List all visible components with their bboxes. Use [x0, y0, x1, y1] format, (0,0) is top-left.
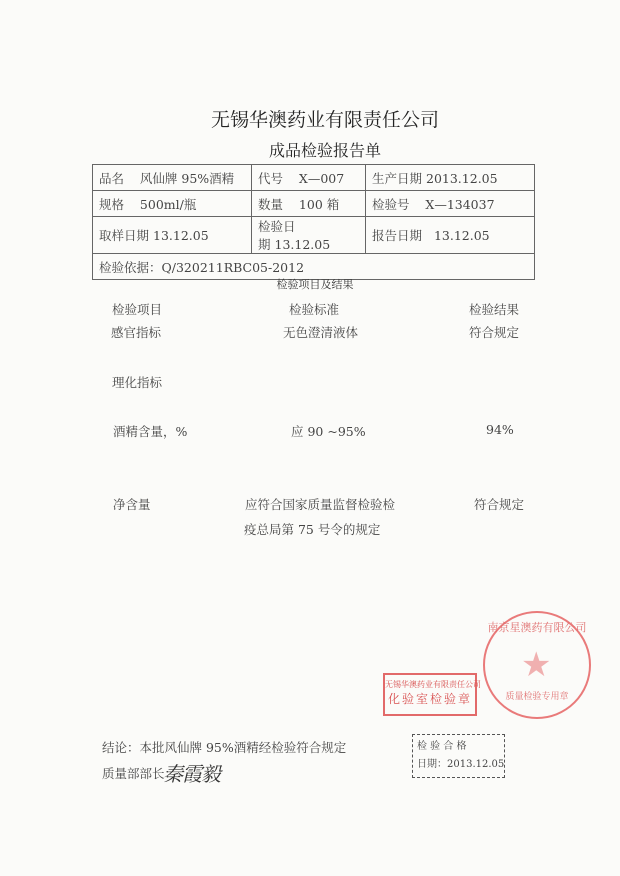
row-result: 符合规定 — [469, 325, 520, 340]
company-seal — [483, 611, 591, 719]
signature: 秦霞毅 — [163, 762, 220, 786]
row-standard: 应 90 ~95% — [291, 424, 366, 439]
report-title: 成品检验报告单 — [268, 141, 381, 160]
row-item: 感官指标 — [111, 325, 162, 340]
date-stamp-line1: 检 验 合 格 — [417, 741, 467, 752]
value: 13.12.05 — [153, 228, 209, 243]
row-standard-line2: 疫总局第 75 号令的规定 — [244, 522, 381, 537]
table-row — [93, 165, 535, 191]
label: 规格 — [99, 196, 125, 212]
company-name: 无锡华澳药业有限责任公司 — [210, 109, 439, 131]
row-standard: 无色澄清液体 — [283, 325, 359, 340]
lab-stamp-line2: 化验室检验章 — [387, 692, 472, 706]
row-item: 理化指标 — [112, 375, 163, 390]
row-item: 净含量 — [113, 497, 151, 512]
star-icon: ★ — [521, 645, 552, 685]
inspection-date-cell — [252, 217, 366, 254]
manager-label: 质量部部长： — [102, 766, 178, 781]
table-row — [93, 217, 535, 254]
value: 2013.12.05 — [426, 170, 498, 186]
value: Q/320211RBC05-2012 — [161, 259, 305, 275]
label: 检验依据： — [99, 259, 162, 275]
label: 取样日期 — [99, 228, 150, 243]
row-standard: 应符合国家质量监督检验检 — [245, 497, 396, 512]
info-table — [92, 164, 535, 280]
conclusion: 结论：本批风仙牌 95%酒精经检验符合规定 — [102, 740, 347, 755]
value: 13.12.05 — [274, 237, 331, 252]
header-item: 检验项目 — [112, 302, 163, 317]
header-standard: 检验标准 — [289, 302, 340, 317]
value: X—134037 — [425, 196, 495, 212]
value: 风仙牌 95%酒精 — [139, 170, 235, 186]
label: 报告日期 — [372, 228, 423, 243]
lab-stamp-line1: 无锡华澳药业有限责任公司 — [385, 680, 481, 689]
production-date-cell — [366, 165, 535, 191]
lab-stamp — [383, 673, 481, 716]
label: 代号 — [258, 170, 284, 186]
value: X—007 — [298, 170, 345, 186]
label: 检验日期 — [258, 219, 296, 252]
label: 检验号 — [372, 196, 410, 212]
results-section-title: 检验项目及结果 — [276, 278, 354, 291]
table-row — [93, 191, 535, 217]
report-date-cell — [366, 217, 535, 254]
value: 13.12.05 — [433, 228, 490, 243]
seal-ring-text: 南京星澳药有限公司 — [487, 621, 587, 634]
date-stamp-line2: 日期：2013.12.05 — [417, 759, 505, 770]
date-stamp — [412, 734, 505, 778]
label: 品名 — [99, 170, 125, 186]
value: 100 箱 — [298, 196, 340, 212]
quantity-cell — [252, 191, 366, 217]
sampling-date-cell — [93, 217, 252, 254]
label: 生产日期 — [372, 170, 423, 186]
product-name-cell — [93, 165, 252, 191]
row-item: 酒精含量，% — [113, 424, 188, 439]
row-result: 94% — [486, 422, 514, 437]
spec-cell — [93, 191, 252, 217]
header-result: 检验结果 — [469, 302, 520, 317]
row-result: 符合规定 — [474, 497, 525, 512]
seal-bottom-text: 质量检验专用章 — [505, 692, 569, 702]
value: 500ml/瓶 — [139, 196, 197, 212]
label: 数量 — [258, 196, 284, 212]
code-cell — [252, 165, 366, 191]
inspection-no-cell — [366, 191, 535, 217]
